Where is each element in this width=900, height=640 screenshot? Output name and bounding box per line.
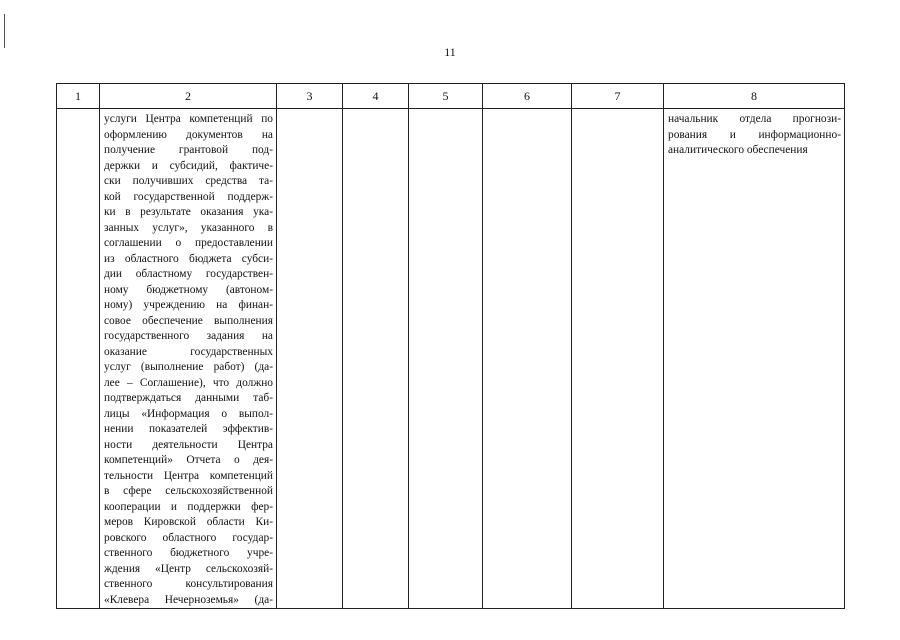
- column-header-3: 3: [277, 84, 343, 109]
- text-line: получение грантовой под-: [104, 144, 273, 156]
- text-line: тельности Центра компетенций: [104, 469, 273, 482]
- text-line: лее – Соглашение), что должно: [104, 376, 273, 389]
- text-line: ски получивших средства та-: [104, 175, 273, 187]
- text-line: совое обеспечение выполнения: [104, 314, 273, 327]
- text-line: соглашении о предоставлении: [104, 237, 273, 249]
- indicator-description-text: [100, 109, 276, 608]
- column-header-6: 6: [483, 84, 572, 109]
- text-line: дии областному государствен-: [104, 268, 273, 280]
- text-line: кооперации и поддержки фер-: [104, 500, 273, 513]
- table-header-row: [57, 84, 845, 109]
- column-header-8: 8: [664, 84, 845, 109]
- text-line: рования и информационно-: [668, 128, 841, 141]
- text-line: ственного консультирования: [104, 578, 273, 590]
- text-line: ровского областного государ-: [104, 531, 273, 544]
- column-header-4: 4: [343, 84, 409, 109]
- column-header-2: 2: [100, 84, 277, 109]
- text-line: занных услуг», указанного в: [104, 221, 273, 234]
- text-line: ки в результате оказания ука-: [104, 206, 273, 218]
- text-line: государственного задания на: [104, 330, 273, 342]
- text-line: держки и субсидий, фактиче-: [104, 159, 273, 172]
- cell-col-3: [277, 109, 343, 609]
- cell-col-7: [572, 109, 664, 609]
- text-line: в сфере сельскохозяйственной: [104, 485, 273, 497]
- scan-margin-mark: [4, 14, 5, 48]
- text-line: начальник отдела прогнози-: [668, 113, 841, 125]
- page-number: 11: [444, 45, 456, 59]
- text-line: оформлению документов на: [104, 128, 273, 141]
- text-line: из областного бюджета субси-: [104, 252, 273, 265]
- cell-col-2: [100, 109, 277, 609]
- cell-col-1: [57, 109, 100, 609]
- text-line: ждения «Центр сельскохозяй-: [104, 562, 273, 575]
- column-header-5: 5: [409, 84, 483, 109]
- column-header-1: 1: [57, 84, 100, 109]
- text-line: ственного бюджетного учре-: [104, 547, 273, 559]
- text-line: компетенций» Отчета о дея-: [104, 454, 273, 466]
- text-line: услуг (выполнение работ) (да-: [104, 361, 273, 373]
- cell-col-4: [343, 109, 409, 609]
- table-row: [57, 109, 845, 609]
- cell-col-6: [483, 109, 572, 609]
- text-line: ному) учреждению на финан-: [104, 299, 273, 311]
- text-line: оказание государственных: [104, 345, 273, 358]
- cell-col-5: [409, 109, 483, 609]
- cell-col-8: [664, 109, 845, 609]
- column-header-7: 7: [572, 84, 664, 109]
- text-line: лицы «Информация о выпол-: [104, 407, 273, 420]
- text-line: услуги Центра компетенций по: [104, 113, 273, 125]
- text-line: нении показателей эффектив-: [104, 423, 273, 435]
- text-line: «Клевера Нечерноземья» (да-: [104, 593, 273, 606]
- text-line: ности деятельности Центра: [104, 438, 273, 451]
- responsible-person-text: [664, 109, 844, 159]
- document-table: [56, 83, 845, 609]
- text-line: меров Кировской области Ки-: [104, 516, 273, 528]
- text-line: кой государственной поддерж-: [104, 190, 273, 203]
- text-line: подтверждаться данными таб-: [104, 392, 273, 404]
- text-line: ному бюджетному (автоном-: [104, 283, 273, 296]
- text-line: аналитического обеспечения: [668, 144, 808, 156]
